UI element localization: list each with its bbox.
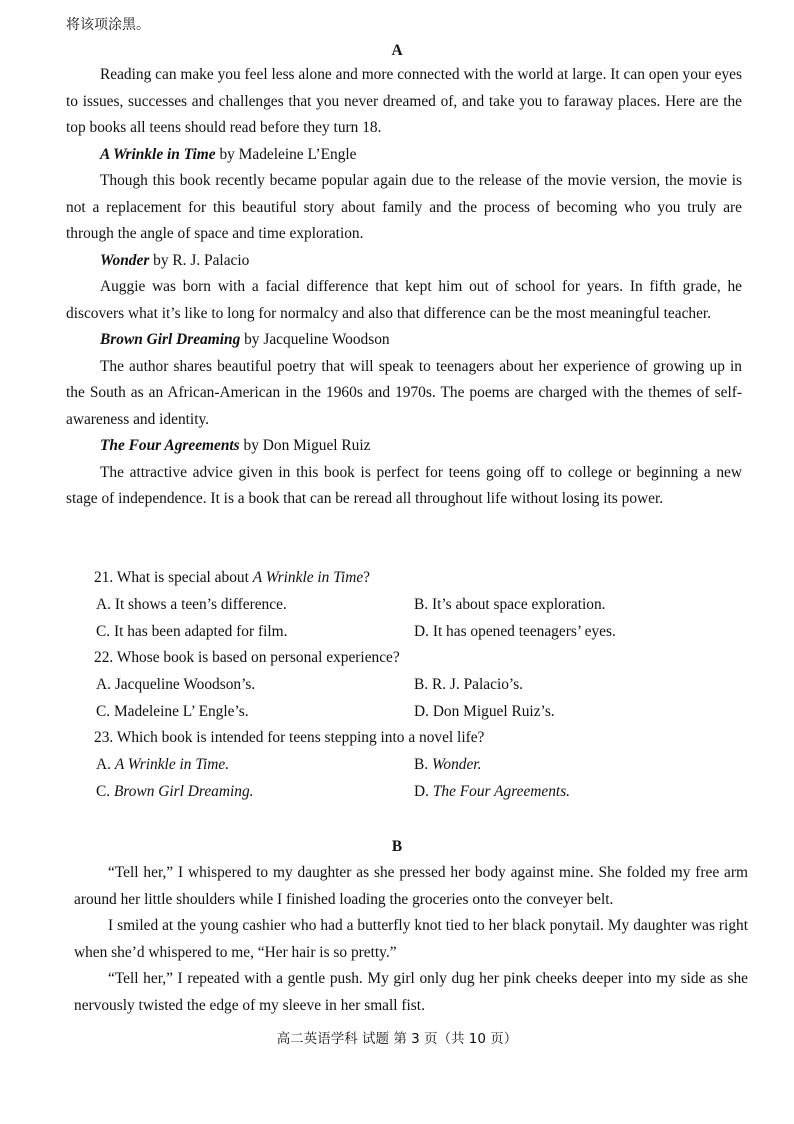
book-author: by Don Miguel Ruiz	[239, 437, 371, 454]
section-b-body	[74, 860, 748, 1019]
section-a-body	[66, 62, 742, 513]
book-title: Brown Girl Dreaming	[100, 331, 241, 348]
book-heading	[66, 433, 742, 460]
story-paragraph: I smiled at the young cashier who had a butterfly knot tied to her black ponytail. My daughter was right when she’d whispered to me, “Her hair is so pretty.”	[74, 917, 748, 961]
option-a: A. Jacqueline Woodson’s.	[96, 676, 256, 693]
question-21-options	[96, 592, 716, 645]
book-author: by Madeleine L’Engle	[215, 145, 357, 163]
top-note: 将该项涂黑。	[66, 17, 150, 33]
section-a-title: A	[391, 42, 403, 59]
question-punct: ?	[363, 569, 371, 586]
story-paragraph: “Tell her,” I repeated with a gentle push. My girl only dug her pink cheeks deeper into my side as she nervously twisted the edge of my sleeve in her small fist.	[74, 970, 748, 1014]
question-21-stem	[94, 565, 754, 592]
book-title: Wonder	[100, 251, 150, 269]
option-a: A. It shows a teen’s difference.	[96, 596, 287, 613]
story-paragraph: “Tell her,” I whispered to my daughter as she pressed her body against mine. She folded my free arm around her little shoulders while I finished loading the groceries onto the conveyer belt.	[74, 864, 748, 908]
option-c: C. Madeleine L’ Engle’s.	[96, 702, 249, 720]
book-title: A Wrinkle in Time	[100, 145, 216, 163]
option-d: D. Don Miguel Ruiz’s.	[414, 702, 555, 720]
option-a: A. A Wrinkle in Time.	[96, 756, 230, 773]
question-22-stem	[94, 645, 754, 672]
option-b: B. It’s about space exploration.	[414, 596, 606, 613]
question-23-options	[96, 752, 716, 805]
book-author: by R. J. Palacio	[149, 251, 250, 269]
book-description: The author shares beautiful poetry that will speak to teenagers about her experience of growing up in the South as an African-American in the 1960s and 1970s. The poems are charged with the themes of self-awareness and identity.	[66, 357, 742, 428]
book-description: Though this book recently became popular again due to the release of the movie version, the movie is not a replacement for this beautiful story about family and the process of becoming who you truly are through the angle of space and time exploration.	[66, 172, 742, 242]
option-d: D. It has opened teenagers’ eyes.	[414, 622, 616, 640]
book-author: by Jacqueline Woodson	[240, 331, 390, 348]
option-b: B. R. J. Palacio’s.	[414, 676, 524, 693]
book-heading	[66, 248, 742, 275]
question-text: 21. What is special about	[94, 569, 253, 586]
question-text: 22. Whose book is based on personal experience?	[94, 649, 400, 666]
question-text: 23. Which book is intended for teens stepping into a novel life?	[94, 729, 485, 746]
option-d: D. The Four Agreements.	[414, 782, 571, 800]
question-italic-title: A Wrinkle in Time	[252, 569, 364, 586]
book-title: The Four Agreements	[100, 437, 240, 454]
option-c: C. Brown Girl Dreaming.	[96, 782, 254, 800]
book-description: Auggie was born with a facial difference that kept him out of school for years. In fifth grade, he discovers what it’s like to long for normalcy and also that difference can be the most meaningful teacher.	[66, 278, 742, 322]
option-b: B. Wonder.	[414, 756, 482, 773]
page-footer: 高二英语学科 试题 第 3 页（共 10 页）	[276, 1031, 518, 1047]
book-heading	[66, 142, 742, 169]
option-c: C. It has been adapted for film.	[96, 622, 288, 640]
book-description: The attractive advice given in this book is perfect for teens going off to college or beginning a new stage of independence. It is a book that can be reread all throughout life without losing its power.	[66, 463, 742, 507]
intro-paragraph: Reading can make you feel less alone and more connected with the world at large. It can open your eyes to issues, successes and challenges that you never dreamed of, and take you to faraway places. Here are the top books all teens should read before they turn 18.	[66, 66, 742, 136]
question-23-stem	[94, 725, 754, 752]
section-b-title: B	[391, 838, 403, 855]
question-22-options	[96, 672, 716, 725]
book-heading	[66, 327, 742, 354]
